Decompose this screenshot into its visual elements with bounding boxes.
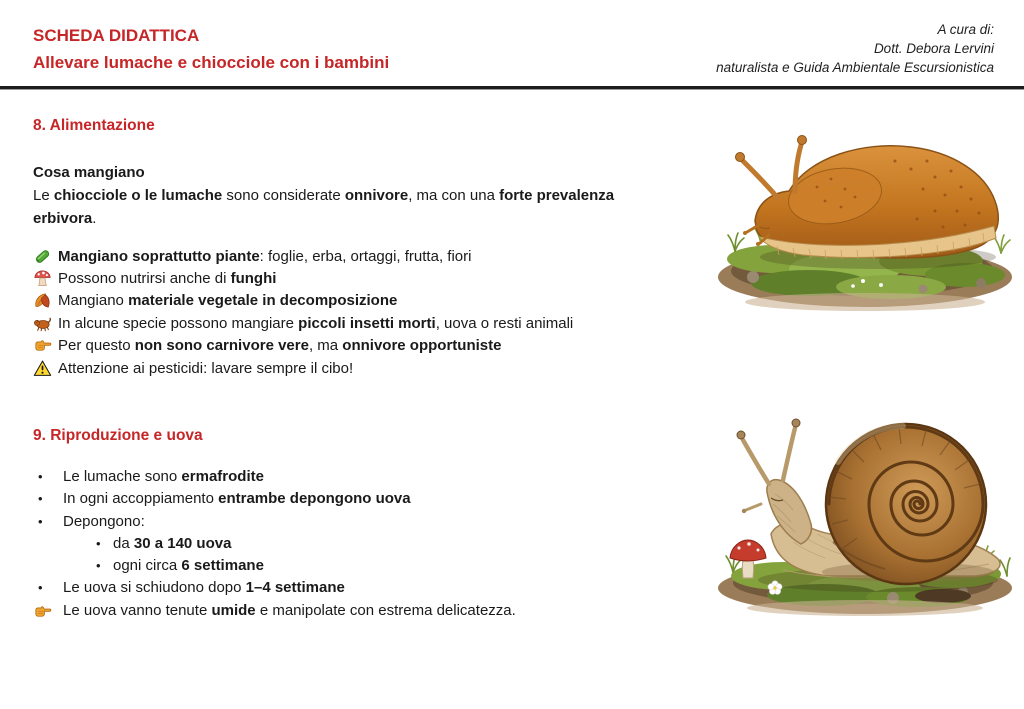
critter-icon <box>33 314 52 333</box>
credits <box>716 20 994 77</box>
warning-icon <box>33 359 52 378</box>
repro-list-item <box>33 488 516 510</box>
header-divider <box>0 86 1024 90</box>
bullet-dot: • <box>38 580 43 596</box>
diet-item-text: Per questo non sono carnivore vere, ma onnivore opportuniste <box>58 337 502 355</box>
repro-list-item <box>33 511 516 533</box>
repro-item-text: Le uova vanno tenute umide e manipolate con estrema delicatezza. <box>63 601 516 619</box>
repro-list-item <box>33 466 516 488</box>
section-8-subheading: Cosa mangiano <box>33 164 145 181</box>
section-8-paragraph: Le chiocciole o le lumache sono considerate onnivore, ma con una forte prevalenza erbivora. <box>33 187 615 227</box>
cucumber-icon <box>33 247 52 266</box>
credits-line: A cura di: <box>937 22 994 37</box>
fallen-leaf-icon <box>33 291 52 310</box>
pointing-hand-icon <box>33 336 52 355</box>
bullet-dot: • <box>38 513 43 529</box>
section-8-heading: 8. Alimentazione <box>33 117 155 134</box>
diet-list-item <box>33 312 573 334</box>
header <box>33 22 389 76</box>
page-subtitle: Allevare lumache e chiocciole con i bambini <box>33 53 390 72</box>
diet-list-item <box>33 357 573 379</box>
diet-list-item <box>33 245 573 267</box>
repro-item-text: da 30 a 140 uova <box>113 534 232 552</box>
repro-list-item <box>33 533 516 555</box>
reproduction-list <box>33 466 516 622</box>
bullet-dot: • <box>38 491 43 507</box>
snail-illustration <box>713 392 1018 619</box>
diet-list-item <box>33 290 573 312</box>
bullet-dot: • <box>96 535 101 551</box>
diet-item-text: In alcune specie possono mangiare piccoli insetti morti, uova o resti animali <box>58 314 574 332</box>
repro-item-text: Le lumache sono ermafrodite <box>63 468 264 485</box>
repro-item-text: Le uova si schiudono dopo 1–4 settimane <box>63 579 345 597</box>
pointing-hand-icon <box>33 602 52 621</box>
slug-illustration <box>713 99 1018 314</box>
repro-list-item <box>33 600 516 622</box>
credits-author: Dott. Debora Lervini <box>873 41 994 56</box>
repro-item-text: ogni circa 6 settimane <box>113 557 264 575</box>
credits-role: naturalista e Guida Ambientale Escursionistica <box>716 60 994 75</box>
diet-list-item <box>33 267 573 289</box>
repro-item-text: In ogni accoppiamento entrambe depongono uova <box>63 490 411 508</box>
bullet-dot: • <box>38 469 43 484</box>
repro-item-text: Depongono: <box>63 512 145 530</box>
diet-item-text: Attenzione ai pesticidi: lavare sempre il cibo! <box>58 359 354 377</box>
repro-list-item <box>33 555 516 577</box>
diet-item-text: Mangiano materiale vegetale in decomposizione <box>58 292 398 310</box>
diet-item-text: Possono nutrirsi anche di funghi <box>58 270 277 288</box>
mushroom-icon <box>33 269 52 288</box>
bullet-dot: • <box>96 558 101 574</box>
diet-list <box>33 245 573 379</box>
section-9-heading: 9. Riproduzione e uova <box>33 427 203 444</box>
repro-list-item <box>33 577 516 599</box>
section-8-intro <box>33 161 665 230</box>
diet-list-item <box>33 335 573 357</box>
page-title: SCHEDA DIDATTICA <box>33 26 200 45</box>
diet-item-text: Mangiano soprattutto piante: foglie, erba, ortaggi, frutta, fiori <box>58 247 472 265</box>
